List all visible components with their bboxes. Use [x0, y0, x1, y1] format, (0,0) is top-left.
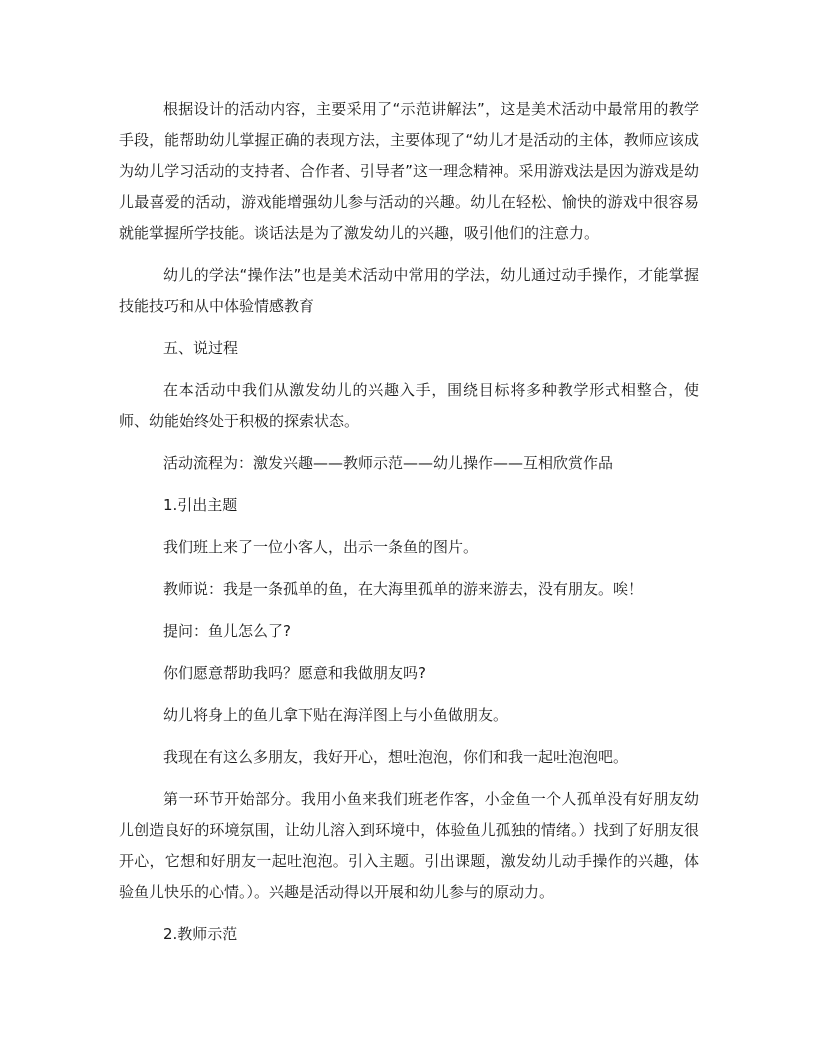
paragraph-first-stage: 第一环节开始部分。我用小鱼来我们班老作客，小金鱼一个人孤单没有好朋友幼儿创造良好的环境氛围，让幼儿溶入到环境中，体验鱼儿孤独的情绪。）找到了好朋友很开心，它想和好朋友一起吐泡泡。引入主题。引出课题，激发幼儿动手操作的兴趣，体验鱼儿快乐的心情。）。兴趣是活动得以开展和幼儿参与的原动力。: [119, 790, 699, 901]
paragraph-question: 提问：鱼儿怎么了?: [163, 622, 291, 640]
paragraph-learning-method: 幼儿的学法“操作法”也是美术活动中常用的学法，幼儿通过动手操作，才能掌握技能技巧和从中体验情感教育: [119, 266, 699, 315]
paragraph-bubbles: 我现在有这么多朋友，我好开心，想吐泡泡，你们和我一起吐泡泡吧。: [163, 748, 629, 766]
paragraph-activity-flow: 活动流程为：激发兴趣——教师示范——幼儿操作——互相欣赏作品: [163, 454, 614, 472]
paragraph-teaching-methods: 根据设计的活动内容，主要采用了“示范讲解法”，这是美术活动中最常用的教学手段，能帮助幼儿掌握正确的表现方法，主要体现了“幼儿才是活动的主体，教师应该成为幼儿学习活动的支持者、合作者、引导者”这一理念精神。采用游戏法是因为游戏是幼儿最喜爱的活动，游戏能增强幼儿参与活动的兴趣。幼儿在轻松、愉快的游戏中很容易就能掌握所学技能。谈话法是为了激发幼儿的兴趣，吸引他们的注意力。: [119, 100, 699, 242]
paragraph-children-action: 幼儿将身上的鱼儿拿下贴在海洋图上与小鱼做朋友。: [163, 706, 509, 724]
paragraph-teacher-says: 教师说：我是一条孤单的鱼，在大海里孤单的游来游去，没有朋友。唉！: [163, 580, 644, 598]
document-body: [119, 94, 699, 961]
subheading-teacher-demo: 2.教师示范: [163, 925, 238, 943]
paragraph-process-intro: 在本活动中我们从激发幼儿的兴趣入手，围绕目标将多种教学形式相整合，使师、幼能始终处于积极的探索状态。: [119, 381, 699, 430]
paragraph-guest-intro: 我们班上来了一位小客人，出示一条鱼的图片。: [163, 538, 479, 556]
subheading-introduce-theme: 1.引出主题: [163, 496, 238, 514]
section-heading-process: 五、说过程: [163, 339, 239, 357]
paragraph-friend-question: 你们愿意帮助我吗？愿意和我做朋友吗?: [163, 664, 426, 682]
